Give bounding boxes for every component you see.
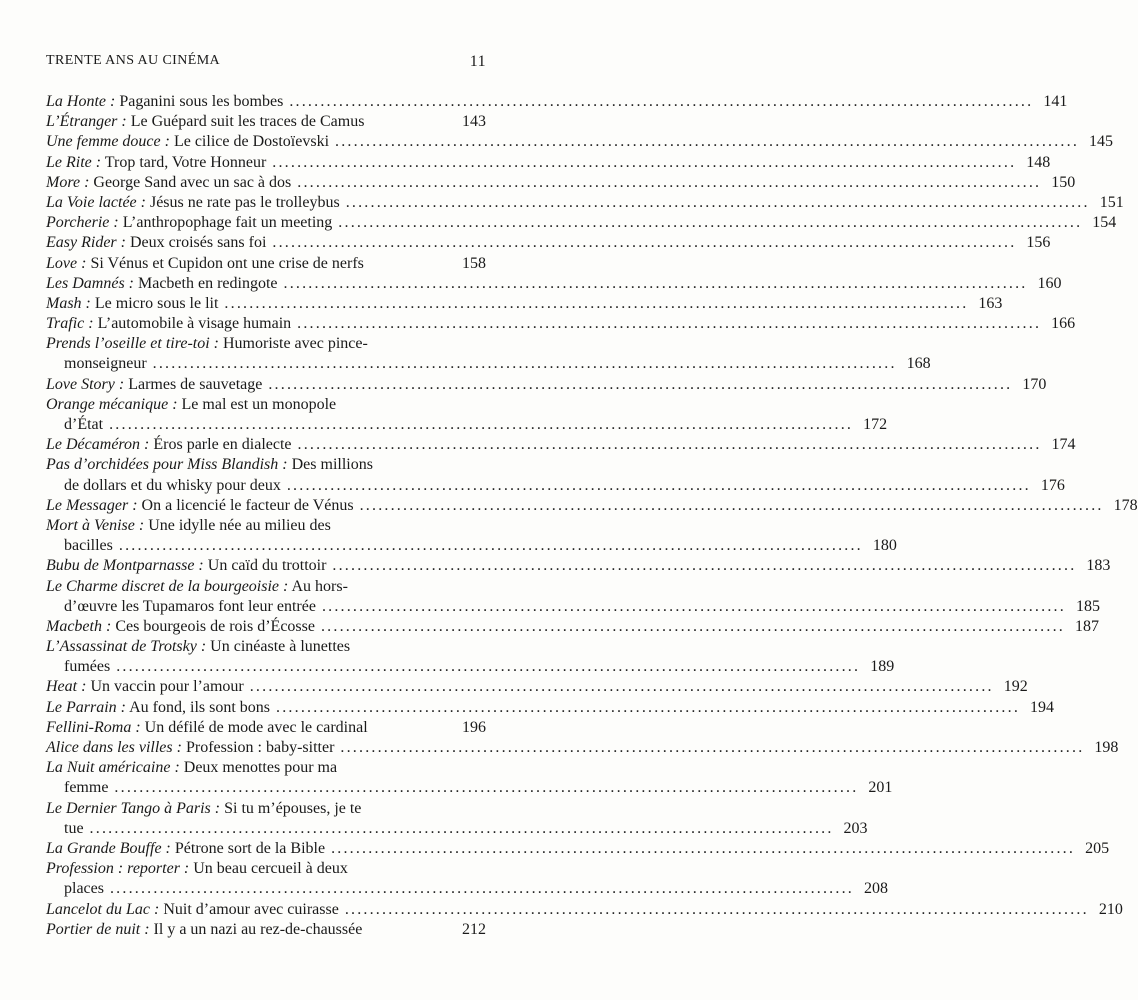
entry-description: L’anthropophage fait un meeting xyxy=(118,214,333,232)
toc-page-number: 160 xyxy=(1037,274,1062,292)
toc-entry-text xyxy=(46,698,270,718)
dot-leader xyxy=(283,92,1037,112)
toc-entry-text xyxy=(46,112,364,132)
toc-line xyxy=(46,112,486,132)
toc-line xyxy=(46,274,1062,294)
film-title: Trafic : xyxy=(46,315,94,333)
film-title: Le Messager : xyxy=(46,496,138,514)
toc-entry-text xyxy=(46,799,361,819)
toc-line xyxy=(46,799,486,819)
toc-page-number: 203 xyxy=(843,819,868,837)
entry-description: Au fond, ils sont bons xyxy=(126,698,271,716)
dot-leader xyxy=(334,738,1088,758)
film-title: Love : xyxy=(46,254,87,272)
toc-page-number: 180 xyxy=(872,537,897,555)
film-title: Fellini-Roma : xyxy=(46,718,141,736)
toc-entry-text xyxy=(46,718,368,738)
film-title: Portier de nuit : xyxy=(46,920,150,938)
entry-description: Un beau cercueil à deux xyxy=(189,860,348,878)
dot-leader xyxy=(281,476,1035,496)
entry-description: Trop tard, Votre Honneur xyxy=(101,153,267,171)
film-title: Le Rite : xyxy=(46,153,102,171)
toc-entry-text xyxy=(46,233,266,253)
toc-page-number: 205 xyxy=(1085,839,1110,857)
toc-page-number: 163 xyxy=(978,294,1003,312)
toc-entry-text xyxy=(46,92,283,112)
toc-page-number: 189 xyxy=(870,658,895,676)
dot-leader xyxy=(325,839,1079,859)
toc-page-number: 187 xyxy=(1074,617,1099,635)
toc-entry-text xyxy=(64,819,84,839)
toc-page-number: 170 xyxy=(1022,375,1047,393)
toc-entry-text xyxy=(46,455,373,475)
toc-page-number: 176 xyxy=(1040,476,1065,494)
toc-line xyxy=(46,193,1124,213)
dot-leader xyxy=(104,879,858,899)
dot-leader xyxy=(354,496,1108,516)
dot-leader xyxy=(103,415,857,435)
toc-entry-text xyxy=(64,415,103,435)
entry-description: Le mal est un monopole xyxy=(177,395,337,413)
dot-leader xyxy=(262,375,1016,395)
entry-description: L’automobile à visage humain xyxy=(93,315,292,333)
film-title: Le Dernier Tango à Paris : xyxy=(46,799,221,817)
toc-line xyxy=(46,435,1076,455)
toc-line xyxy=(46,375,1047,395)
toc-entry-text xyxy=(64,476,281,496)
toc-line xyxy=(46,879,888,899)
dot-leader xyxy=(270,698,1024,718)
dot-leader xyxy=(291,314,1045,334)
dot-leader xyxy=(84,819,838,839)
dot-leader xyxy=(315,617,1069,637)
film-title: La Honte : xyxy=(46,93,116,110)
entry-description: d’État xyxy=(64,416,104,433)
toc-entry-text xyxy=(46,213,332,233)
film-title: L’Assassinat de Trotsky : xyxy=(46,638,207,656)
toc-page-number: 141 xyxy=(1043,93,1068,110)
toc-line xyxy=(46,254,486,274)
toc-entry-text xyxy=(46,254,364,274)
dot-leader xyxy=(278,274,1032,294)
toc-line xyxy=(46,92,1068,112)
entry-description: Deux menottes pour ma xyxy=(179,759,338,777)
entry-description: monseigneur xyxy=(64,355,147,373)
toc-entry-text xyxy=(46,637,350,657)
dot-leader xyxy=(218,294,972,314)
film-title: Profession : reporter : xyxy=(46,860,190,878)
entry-description: Jésus ne rate pas le trolleybus xyxy=(145,193,340,211)
film-title: Une femme douce : xyxy=(46,133,170,151)
film-title: More : xyxy=(46,173,90,191)
entry-description: Profession : baby-sitter xyxy=(181,739,335,756)
toc-entry-text xyxy=(46,677,244,697)
toc-line xyxy=(46,354,931,374)
toc-page-number: 183 xyxy=(1086,557,1111,575)
toc-entry-text xyxy=(46,738,334,758)
toc-line xyxy=(46,213,1117,233)
running-title: TRENTE ANS AU CINÉMA xyxy=(46,53,221,68)
entry-description: Un cinéaste à lunettes xyxy=(206,638,351,656)
dot-leader xyxy=(244,677,998,697)
dot-leader xyxy=(339,900,1093,920)
entry-description: Le micro sous le lit xyxy=(90,294,219,312)
toc-page-number: 172 xyxy=(863,416,888,433)
toc-page-number: 201 xyxy=(868,779,893,797)
film-title: Mash : xyxy=(46,294,91,312)
dot-leader xyxy=(292,435,1046,455)
toc-page-number: 198 xyxy=(1094,739,1119,756)
toc-entry-text xyxy=(46,334,368,354)
toc-entry-text xyxy=(46,617,315,637)
dot-leader xyxy=(110,657,864,677)
toc-line xyxy=(46,415,888,435)
film-title: La Nuit américaine : xyxy=(46,759,180,777)
film-title: Les Damnés : xyxy=(46,274,134,292)
toc-page-number: 158 xyxy=(462,254,486,272)
toc-line xyxy=(46,698,1055,718)
toc-line xyxy=(46,920,486,940)
toc-page-number: 166 xyxy=(1051,315,1076,333)
toc-page-number: 174 xyxy=(1051,436,1076,454)
entry-description: Ces bourgeois de rois d’Écosse xyxy=(111,617,315,635)
dot-leader xyxy=(266,233,1020,253)
toc-line xyxy=(46,334,486,354)
toc-entry-text xyxy=(46,577,348,597)
toc-page-number: 154 xyxy=(1092,214,1117,232)
film-title: L’Étranger : xyxy=(46,113,127,131)
toc-page-number: 196 xyxy=(462,718,486,736)
toc-line xyxy=(46,314,1076,334)
toc-page-number: 156 xyxy=(1026,234,1051,252)
film-title: Le Décaméron : xyxy=(46,436,150,454)
entry-description: Un défilé de mode avec le cardinal xyxy=(140,718,368,736)
dot-leader xyxy=(316,597,1070,617)
toc-line xyxy=(46,778,893,798)
film-title: Porcherie : xyxy=(46,214,119,232)
entry-description: Un caïd du trottoir xyxy=(203,557,327,575)
toc-line xyxy=(46,173,1076,193)
toc-page-number: 210 xyxy=(1098,900,1123,918)
toc-line xyxy=(46,758,486,778)
entry-description: Larmes de sauvetage xyxy=(124,375,263,393)
film-title: Macbeth : xyxy=(46,617,112,635)
toc-page-number: 143 xyxy=(462,113,486,131)
entry-description: Humoriste avec pince- xyxy=(219,335,368,353)
dot-leader xyxy=(332,213,1086,233)
toc-line xyxy=(46,516,486,536)
film-title: Mort à Venise : xyxy=(46,516,145,534)
film-title: Love Story : xyxy=(46,375,125,393)
toc-line xyxy=(46,677,1028,697)
toc-page-number: 212 xyxy=(462,920,486,938)
entry-description: de dollars et du whisky pour deux xyxy=(64,476,281,494)
table-of-contents xyxy=(46,92,1138,940)
entry-description: Le cilice de Dostoïevski xyxy=(169,133,330,151)
toc-entry-text xyxy=(64,597,316,617)
toc-entry-text xyxy=(46,758,337,778)
toc-entry-text xyxy=(46,920,362,940)
toc-entry-text xyxy=(46,859,348,879)
toc-page-number: 150 xyxy=(1051,173,1076,191)
entry-description: d’œuvre les Tupamaros font leur entrée xyxy=(64,597,316,615)
toc-page-number: 151 xyxy=(1099,193,1124,211)
film-title: Pas d’orchidées pour Miss Blandish : xyxy=(46,456,288,474)
toc-page-number: 178 xyxy=(1113,496,1138,514)
toc-entry-text xyxy=(46,193,340,213)
toc-entry-text xyxy=(46,173,291,193)
entry-description: places xyxy=(64,880,104,898)
toc-entry-text xyxy=(46,132,329,152)
entry-description: Il y a un nazi au rez-de-chaussée xyxy=(149,920,363,938)
toc-line xyxy=(46,577,486,597)
entry-description: bacilles xyxy=(64,537,113,555)
film-title: Alice dans les villes : xyxy=(46,739,182,756)
dot-leader xyxy=(266,153,1020,173)
toc-line xyxy=(46,536,897,556)
dot-leader xyxy=(108,778,862,798)
toc-line xyxy=(46,839,1110,859)
film-title: Prends l’oseille et tire-toi : xyxy=(46,335,219,353)
dot-leader xyxy=(147,354,901,374)
entry-description: George Sand avec un sac à dos xyxy=(89,173,292,191)
toc-line xyxy=(46,476,1065,496)
running-head xyxy=(46,53,486,71)
dot-leader xyxy=(291,173,1045,193)
toc-line xyxy=(46,738,1119,758)
toc-entry-text xyxy=(46,556,326,576)
dot-leader xyxy=(340,193,1094,213)
toc-entry-text xyxy=(46,496,354,516)
entry-description: Pétrone sort de la Bible xyxy=(170,839,326,857)
film-title: Lancelot du Lac : xyxy=(46,900,160,918)
entry-description: Des millions xyxy=(287,456,373,474)
toc-line xyxy=(46,233,1051,253)
toc-line xyxy=(46,132,1114,152)
entry-description: Paganini sous les bombes xyxy=(115,93,284,110)
entry-description: Le Guépard suit les traces de Camus xyxy=(126,113,365,131)
film-title: Orange mécanique : xyxy=(46,395,178,413)
toc-entry-text xyxy=(46,314,291,334)
entry-description: Éros parle en dialecte xyxy=(149,436,292,454)
dot-leader xyxy=(329,132,1083,152)
toc-entry-text xyxy=(46,435,292,455)
entry-description: fumées xyxy=(64,658,111,676)
toc-entry-text xyxy=(46,294,218,314)
toc-page-number: 192 xyxy=(1003,678,1028,696)
toc-entry-text xyxy=(46,516,331,536)
toc-line xyxy=(46,718,486,738)
toc-entry-text xyxy=(64,657,110,677)
toc-page-number: 194 xyxy=(1030,698,1055,716)
toc-line xyxy=(46,597,1100,617)
toc-entry-text xyxy=(64,536,113,556)
toc-line xyxy=(46,859,486,879)
toc-line xyxy=(46,657,895,677)
toc-line xyxy=(46,496,1138,516)
dot-leader xyxy=(113,536,867,556)
film-title: La Voie lactée : xyxy=(46,193,146,211)
entry-description: Deux croisés sans foi xyxy=(125,234,267,252)
toc-line xyxy=(46,153,1051,173)
entry-description: Si tu m’épouses, je te xyxy=(220,799,362,817)
toc-entry-text xyxy=(64,879,104,899)
toc-entry-text xyxy=(46,900,339,920)
film-title: Le Parrain : xyxy=(46,698,126,716)
toc-line xyxy=(46,455,486,475)
entry-description: Nuit d’amour avec cuirasse xyxy=(159,900,339,918)
toc-line xyxy=(46,556,1111,576)
toc-entry-text xyxy=(64,778,108,798)
film-title: Easy Rider : xyxy=(46,234,126,252)
toc-entry-text xyxy=(46,395,336,415)
entry-description: Si Vénus et Cupidon ont une crise de nerfs xyxy=(86,254,364,272)
entry-description: tue xyxy=(64,819,84,837)
entry-description: Une idylle née au milieu des xyxy=(144,516,331,534)
toc-page-number: 168 xyxy=(906,355,931,373)
toc-line xyxy=(46,819,868,839)
toc-page-number: 185 xyxy=(1075,597,1100,615)
entry-description: On a licencié le facteur de Vénus xyxy=(137,496,354,514)
toc-page-number: 145 xyxy=(1089,133,1114,151)
toc-entry-text xyxy=(46,375,262,395)
toc-entry-text xyxy=(64,354,147,374)
entry-description: femme xyxy=(64,779,109,797)
film-title: Le Charme discret de la bourgeoisie : xyxy=(46,577,289,595)
toc-entry-text xyxy=(46,153,266,173)
entry-description: Un vaccin pour l’amour xyxy=(86,678,244,696)
toc-line xyxy=(46,617,1099,637)
toc-entry-text xyxy=(46,274,278,294)
film-title: Bubu de Montparnasse : xyxy=(46,557,204,575)
film-title: La Grande Bouffe : xyxy=(46,839,171,857)
entry-description: Macbeth en redingote xyxy=(134,274,278,292)
toc-page-number: 208 xyxy=(863,880,888,898)
toc-line xyxy=(46,900,1123,920)
toc-line xyxy=(46,395,486,415)
entry-description: Au hors- xyxy=(288,577,348,595)
page-number: 11 xyxy=(469,53,486,70)
toc-line xyxy=(46,637,486,657)
toc-page-number: 148 xyxy=(1026,153,1051,171)
toc-entry-text xyxy=(46,839,325,859)
film-title: Heat : xyxy=(46,678,87,696)
dot-leader xyxy=(326,556,1080,576)
toc-line xyxy=(46,294,1003,314)
